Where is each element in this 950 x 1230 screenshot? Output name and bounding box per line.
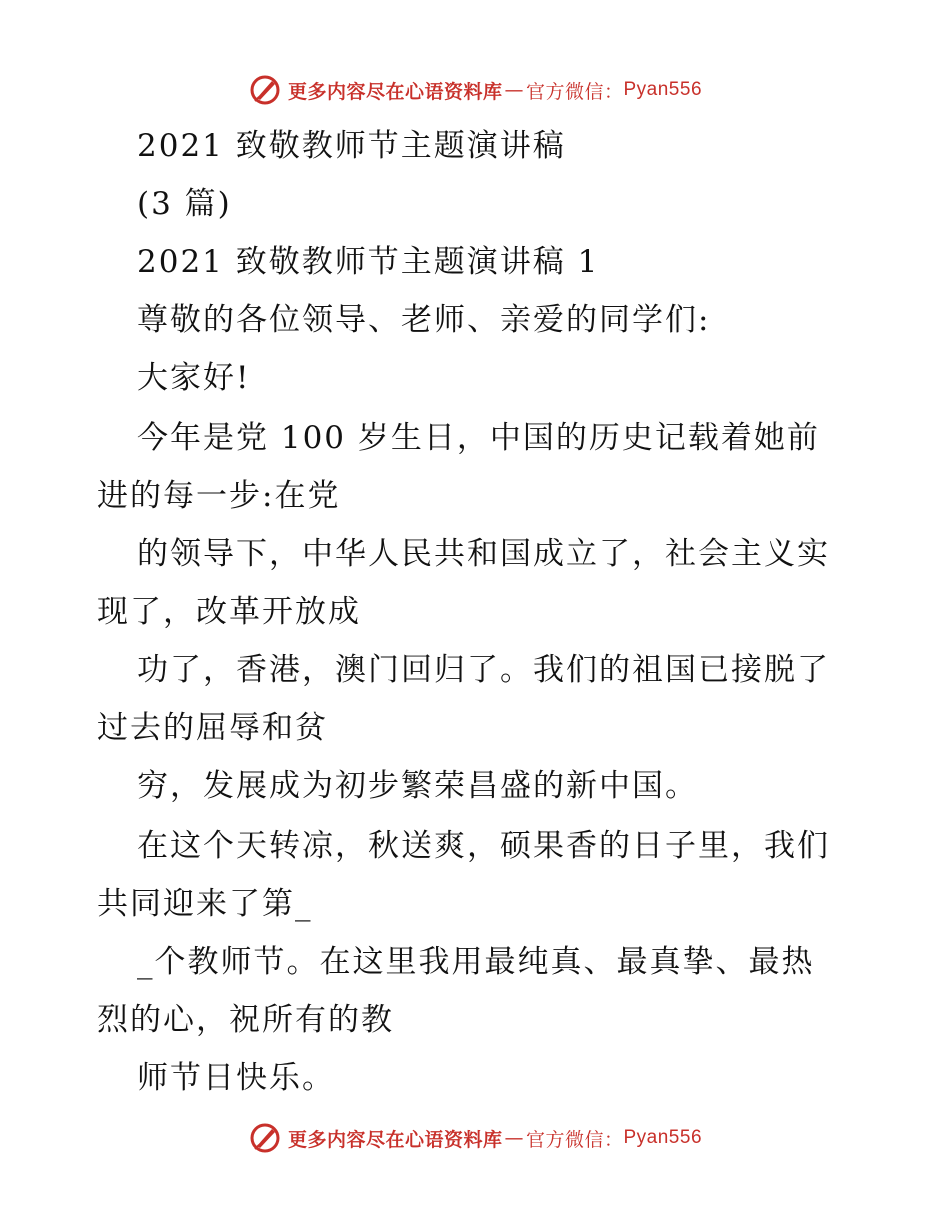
paragraph-line: 功了，香港，澳门回归了。我们的祖国已接脱了 <box>137 652 830 688</box>
site-name: 更多内容尽在心语资料库 <box>287 1128 503 1151</box>
footer-banner <box>0 1118 950 1158</box>
wechat-handle: Pyan556 <box>623 1127 703 1148</box>
paragraph-line: 穷，发展成为初步繁荣昌盛的新中国。 <box>137 768 698 804</box>
paragraph-line: 的领导下，中华人民共和国成立了，社会主义实 <box>137 536 830 572</box>
doc-subtitle: (3 篇) <box>137 186 232 222</box>
quill-logo-icon <box>248 1121 282 1155</box>
doc-title: 2021 致敬教师节主题演讲稿 <box>137 128 566 164</box>
paragraph-line: 过去的屈辱和贫 <box>97 710 328 746</box>
greeting: 大家好! <box>137 360 251 396</box>
paragraph-line: 烈的心，祝所有的教 <box>97 1002 394 1038</box>
paragraph-line: 今年是党 100 岁生日，中国的历史记载着她前 <box>137 420 820 456</box>
quill-logo-icon <box>248 73 282 107</box>
paragraph-line: 在这个天转凉，秋送爽，硕果香的日子里，我们 <box>137 828 830 864</box>
wechat-label: 官方微信： <box>525 80 624 103</box>
paragraph-line: 师节日快乐。 <box>137 1060 335 1096</box>
wechat-handle: Pyan556 <box>623 79 703 100</box>
paragraph-line: 共同迎来了第_ <box>97 886 313 922</box>
wechat-label: 官方微信： <box>525 1128 624 1151</box>
paragraph-line: 进的每一步:在党 <box>97 478 341 514</box>
section-heading: 2021 致敬教师节主题演讲稿 1 <box>137 244 600 280</box>
paragraph-line: 现了，改革开放成 <box>97 594 361 630</box>
banner-dash: — <box>504 79 524 101</box>
header-banner <box>0 70 950 110</box>
salutation: 尊敬的各位领导、老师、亲爱的同学们: <box>137 302 711 338</box>
site-name: 更多内容尽在心语资料库 <box>287 80 503 103</box>
banner-dash: — <box>504 1127 524 1149</box>
paragraph-line: _个教师节。在这里我用最纯真、最真挚、最热 <box>137 944 815 980</box>
